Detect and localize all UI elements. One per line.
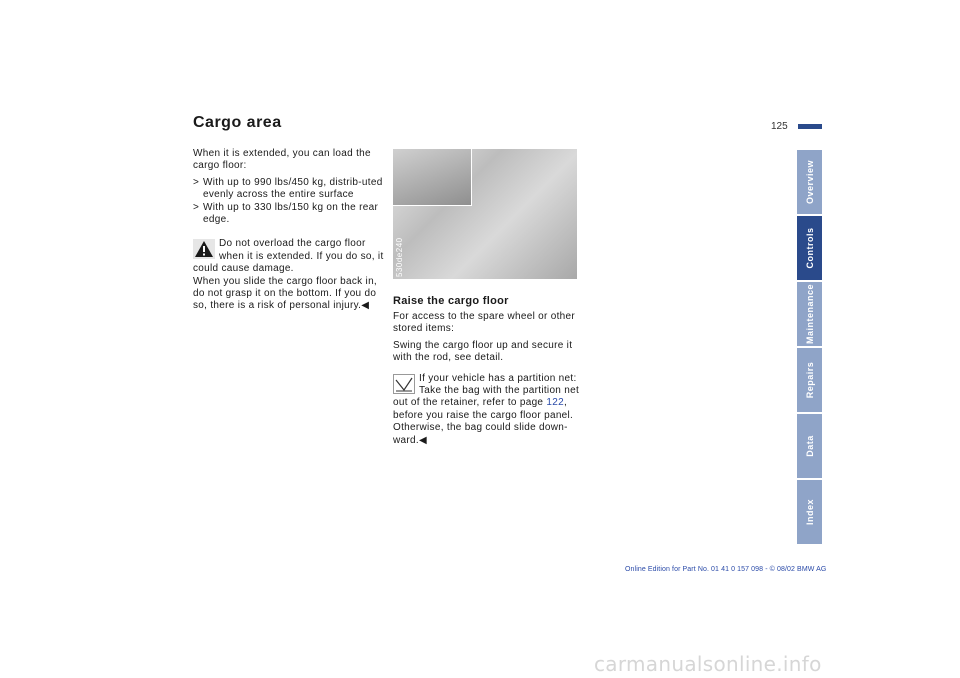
note-block [393,373,585,447]
tab-label: Repairs [804,361,815,399]
left-column [193,148,388,317]
tab-maintenance[interactable] [797,282,822,346]
cargo-floor-photo [393,149,577,279]
side-tabs [797,150,822,546]
page-marker-bar [798,124,822,129]
tab-label: Controls [804,227,815,269]
watermark: carmanualsonline.info [594,652,822,676]
note-text: If your vehicle has a partition net: Take the bag with the partition net out of the retainer, refer to page [393,372,580,409]
bullet-arrow-icon: > [193,176,200,188]
detail-inset-photo [393,149,472,206]
tab-label: Maintenance [804,283,815,345]
warning-triangle-icon [193,239,215,259]
tab-overview[interactable] [797,150,822,214]
image-code: 530de240 [395,237,404,277]
note-check-icon [393,374,415,394]
intro-text: When it is extended, you can load the cargo floor: [193,148,371,172]
list-item [193,177,388,202]
tab-label: Data [804,435,815,457]
page-title: Cargo area [193,114,282,131]
warning-rest-text: When you slide the cargo floor back in, do not grasp it on the bottom. If you do so, there is a risk of personal injury.◀ [193,275,378,312]
tab-controls[interactable] [797,216,822,280]
paragraph: For access to the spare wheel or other stored items: [393,311,576,335]
tab-data[interactable] [797,414,822,478]
right-column [393,311,585,447]
list-item [193,202,388,227]
paragraph: Swing the cargo floor up and secure it with the rod, see detail. [393,339,573,364]
tab-label: Overview [804,159,815,205]
tab-repairs[interactable] [797,348,822,412]
bullet-text: With up to 330 lbs/150 kg on the rear edge. [203,201,379,226]
tab-index[interactable] [797,480,822,544]
page-link[interactable]: 122 [546,397,564,409]
section-heading: Raise the cargo floor [393,295,509,307]
note-text-end: , before you raise the cargo floor panel. Otherwise, the bag could slide down-ward.◀ [393,397,574,446]
page-number: 125 [771,121,788,132]
warning-lead-text: Do not overload the cargo floor when it is extended. If you do so, it could cause damage. [193,238,384,275]
tab-label: Index [804,498,815,526]
warning-block [193,238,388,312]
bullet-arrow-icon: > [193,201,200,213]
bullet-text: With up to 990 lbs/450 kg, distrib-uted evenly across the entire surface [203,176,383,201]
footer-edition-text: Online Edition for Part No. 01 41 0 157 098 - © 08/02 BMW AG [625,566,827,573]
